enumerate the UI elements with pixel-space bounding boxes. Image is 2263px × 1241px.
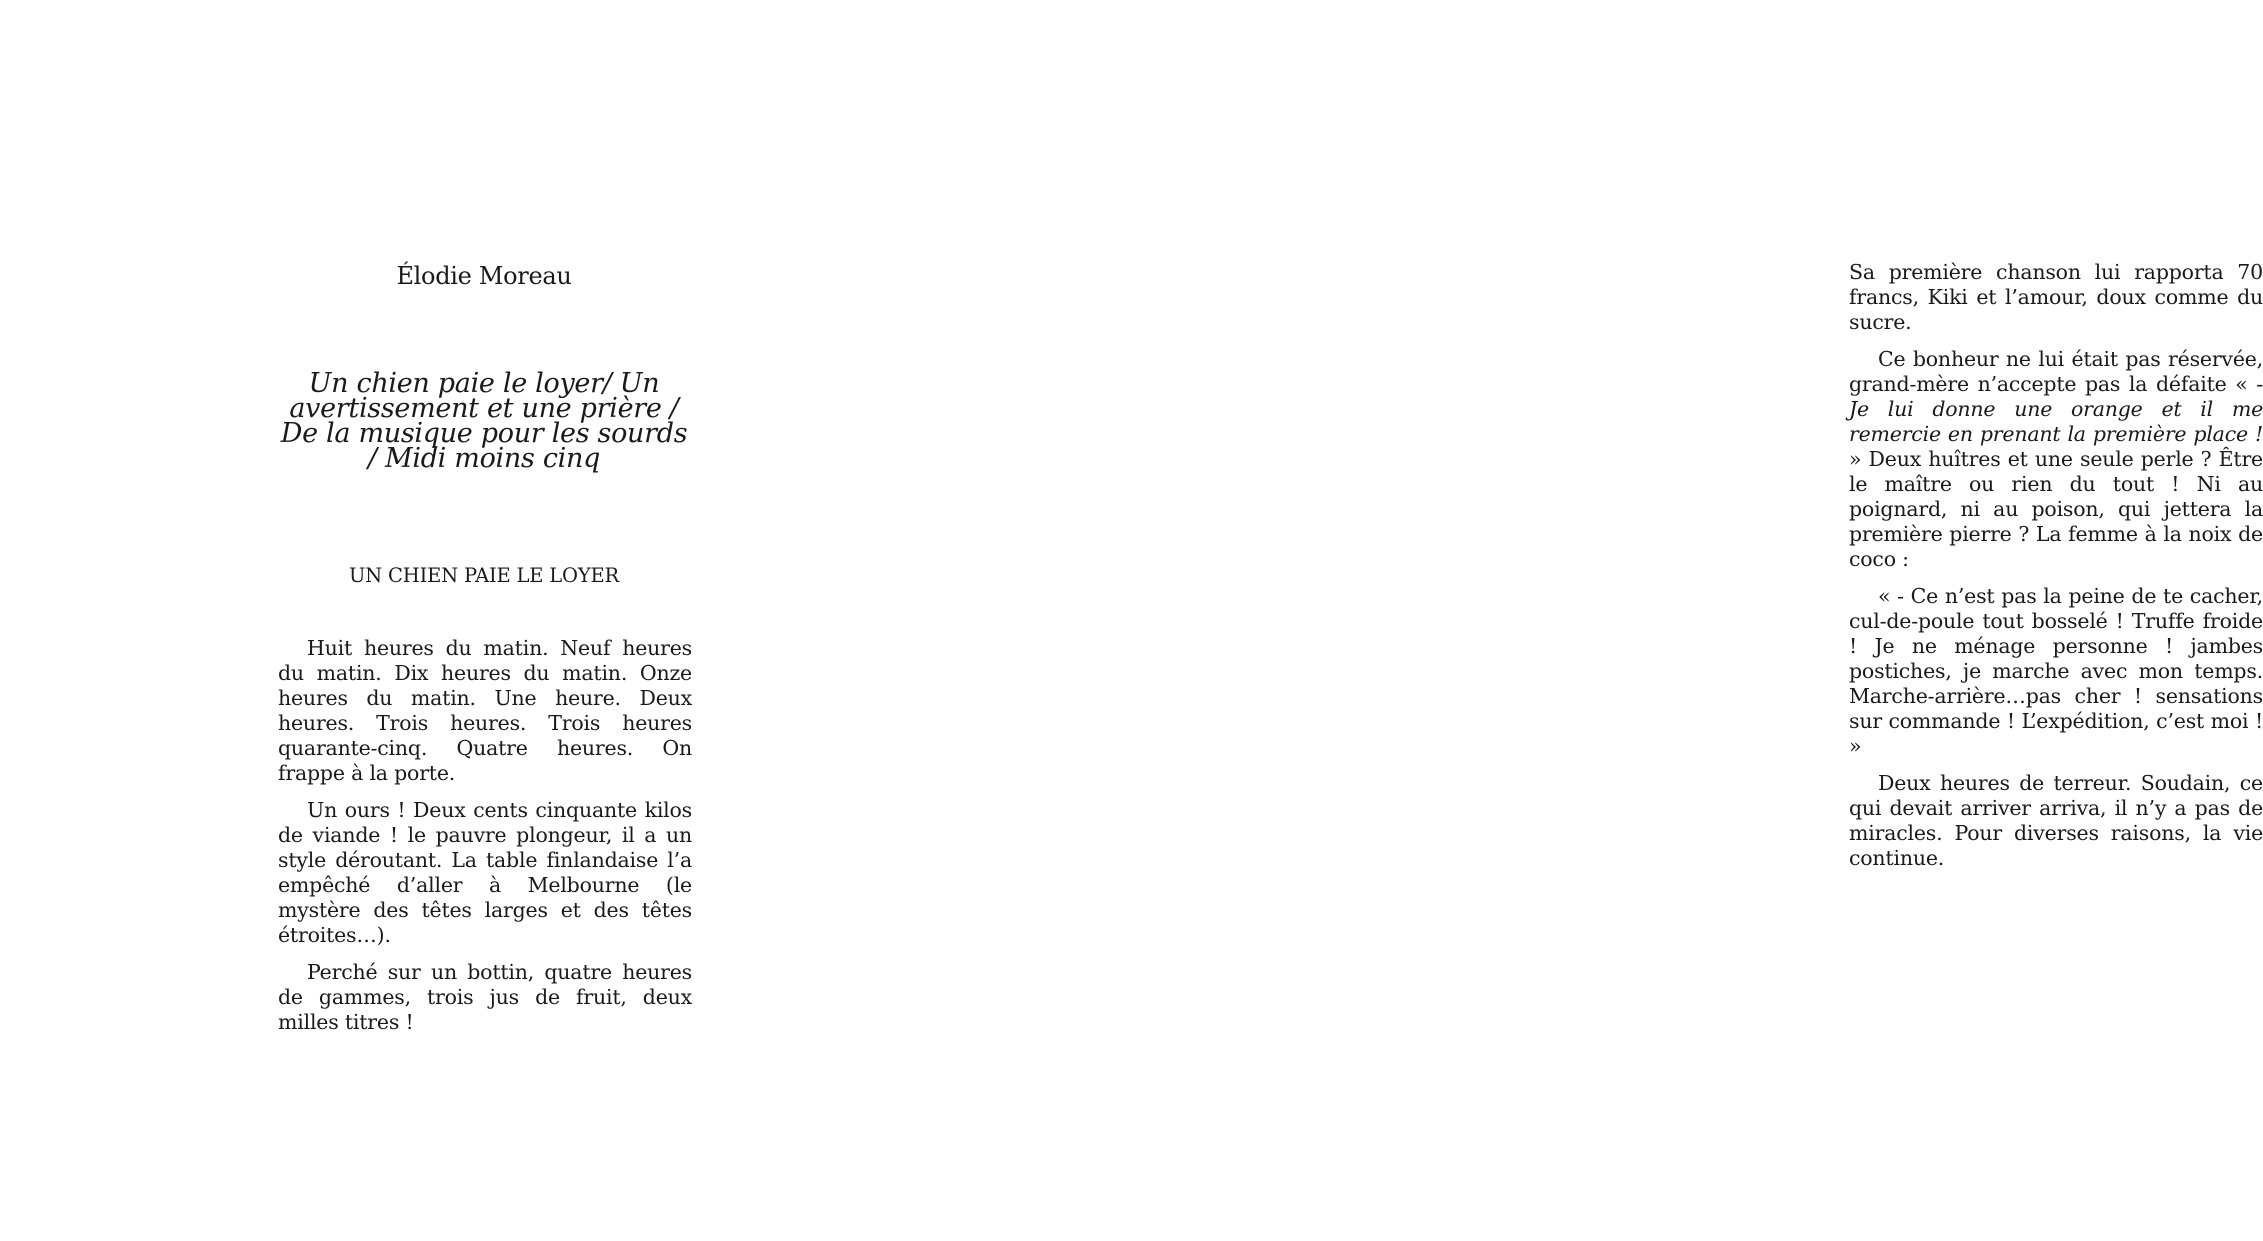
right-body-text bbox=[1849, 260, 2263, 883]
quote-italic: - Je lui donne une orange et il me remercie en prenant la première place ! bbox=[1849, 372, 2263, 446]
paragraph bbox=[1849, 347, 2263, 572]
left-page bbox=[0, 0, 877, 1241]
paragraph: Deux heures de terreur. Soudain, ce qui devait arriver arriva, il n’y a pas de miracles. Pour diverses raisons, la vie continue. bbox=[1849, 771, 2263, 870]
book-title: Un chien paie le loyer/ Un avertissement et une prière / De la musique pour les sourds / Midi moins cinq bbox=[280, 368, 688, 474]
paragraph: Perché sur un bottin, quatre heures de gammes, trois jus de fruit, deux milles titres ! bbox=[278, 960, 692, 1034]
author-name: Élodie Moreau bbox=[396, 262, 572, 290]
paragraph-text: Ce bonheur ne lui était pas réservée, grand-mère n’accepte pas la défaite « bbox=[1849, 347, 2263, 396]
right-page bbox=[877, 0, 2263, 1241]
paragraph: Sa première chanson lui rapporta 70 francs, Kiki et l’amour, doux comme du sucre. bbox=[1849, 260, 2263, 334]
left-body-text bbox=[278, 636, 692, 1047]
section-heading: UN CHIEN PAIE LE LOYER bbox=[348, 564, 620, 587]
paragraph-text: » Deux huîtres et une seule perle ? Être le maître ou rien du tout ! Ni au poignard, ni au poison, qui jettera la première pierre ? La femme à la noix de coco : bbox=[1849, 447, 2263, 571]
paragraph: Un ours ! Deux cents cinquante kilos de viande ! le pauvre plongeur, il a un style déroutant. La table finlandaise l’a empêché d’aller à Melbourne (le mystère des têtes larges et des têtes étroites…). bbox=[278, 798, 692, 947]
paragraph: « - Ce n’est pas la peine de te cacher, cul-de-poule tout bosselé ! Truffe froide ! Je ne ménage personne ! jambes postiches, je marche avec mon temps. Marche-arrière…pas cher ! sensations sur commande ! L’expédition, c’est moi ! » bbox=[1849, 584, 2263, 758]
paragraph: Huit heures du matin. Neuf heures du matin. Dix heures du matin. Onze heures du matin. Une heure. Deux heures. Trois heures. Trois heures quarante-cinq. Quatre heures. On frappe à la porte. bbox=[278, 636, 692, 785]
